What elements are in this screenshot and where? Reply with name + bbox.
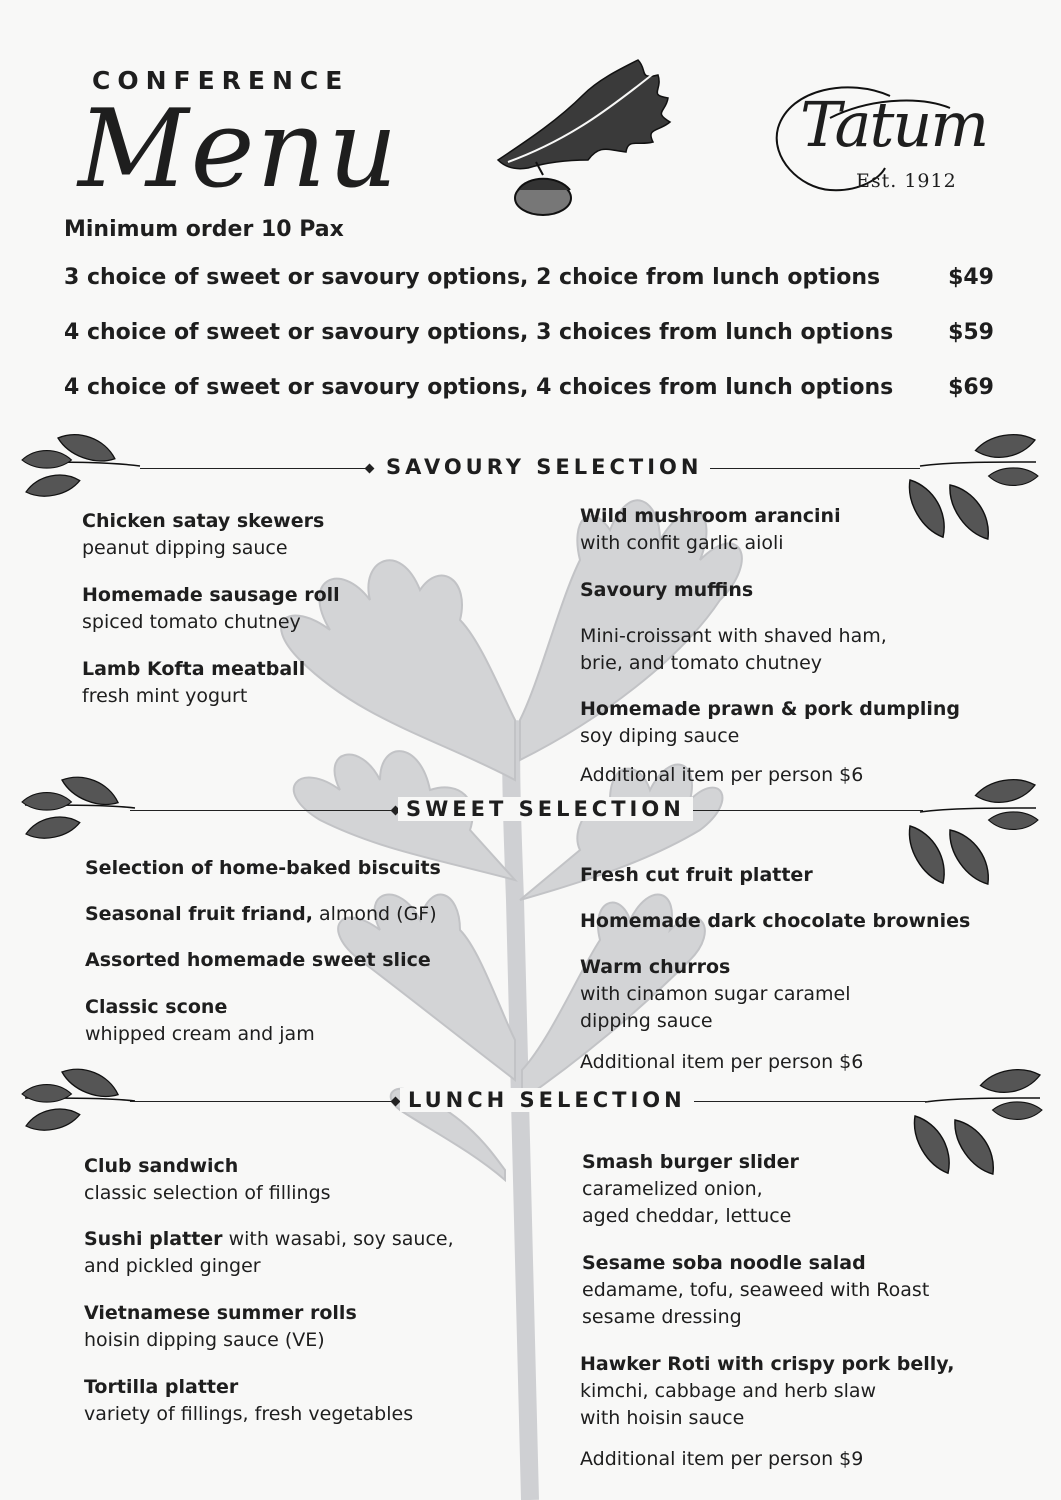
item-name: Club sandwich bbox=[84, 1155, 239, 1177]
menu-item bbox=[84, 1226, 454, 1280]
menu-item bbox=[580, 908, 970, 935]
logo-est: Est. 1912 bbox=[856, 170, 957, 192]
menu-item bbox=[85, 855, 441, 882]
item-name: Chicken satay skewers bbox=[82, 510, 325, 532]
item-desc: caramelized onion, bbox=[582, 1178, 763, 1200]
menu-script-title: Menu bbox=[78, 87, 400, 212]
menu-item bbox=[84, 1374, 413, 1428]
item-desc: with cinamon sugar caramel bbox=[580, 983, 851, 1005]
item-desc: whipped cream and jam bbox=[85, 1023, 315, 1045]
menu-item bbox=[84, 1300, 357, 1354]
menu-eyebrow: CONFERENCE bbox=[92, 66, 350, 95]
item-name: Assorted homemade sweet slice bbox=[85, 949, 431, 971]
menu-item bbox=[582, 1250, 929, 1331]
menu-item bbox=[84, 1153, 331, 1207]
item-desc: spiced tomato chutney bbox=[82, 611, 301, 633]
item-desc: soy diping sauce bbox=[580, 725, 740, 747]
item-name: Seasonal fruit friand, bbox=[85, 903, 313, 925]
package-text: 3 choice of sweet or savoury options, 2 choice from lunch options bbox=[64, 265, 881, 290]
item-desc: with hoisin sauce bbox=[580, 1407, 745, 1429]
item-name: Fresh cut fruit platter bbox=[580, 864, 813, 886]
package-option bbox=[64, 320, 994, 345]
package-price: $59 bbox=[948, 320, 994, 345]
item-name: Lamb Kofta meatball bbox=[82, 658, 306, 680]
item-name: Hawker Roti with crispy pork belly, bbox=[580, 1353, 955, 1375]
item-name: Warm churros bbox=[580, 956, 731, 978]
package-price: $69 bbox=[948, 375, 994, 400]
item-desc: kimchi, cabbage and herb slaw bbox=[580, 1380, 877, 1402]
menu-item bbox=[580, 1351, 954, 1432]
tatum-logo bbox=[770, 78, 1000, 208]
item-desc: and pickled ginger bbox=[84, 1255, 261, 1277]
sweet-section-title: SWEET SELECTION bbox=[398, 797, 693, 821]
logo-wordmark: Tatum bbox=[800, 88, 988, 161]
package-price: $49 bbox=[948, 265, 994, 290]
item-desc: aged cheddar, lettuce bbox=[582, 1205, 792, 1227]
item-desc: hoisin dipping sauce (VE) bbox=[84, 1329, 325, 1351]
item-name: Selection of home-baked biscuits bbox=[85, 857, 441, 879]
item-name: Homemade dark chocolate brownies bbox=[580, 910, 971, 932]
item-desc: Mini-croissant with shaved ham, bbox=[580, 625, 887, 647]
item-name: Tortilla platter bbox=[84, 1376, 239, 1398]
item-name: Classic scone bbox=[85, 996, 228, 1018]
package-text: 4 choice of sweet or savoury options, 3 choices from lunch options bbox=[64, 320, 894, 345]
menu-item bbox=[580, 696, 960, 750]
additional-item-note: Additional item per person $9 bbox=[580, 1448, 864, 1470]
item-desc: brie, and tomato chutney bbox=[580, 652, 822, 674]
item-desc: edamame, tofu, seaweed with Roast bbox=[582, 1279, 930, 1301]
item-desc: sesame dressing bbox=[582, 1306, 742, 1328]
additional-item-note: Additional item per person $6 bbox=[580, 1051, 864, 1073]
menu-item bbox=[85, 994, 315, 1048]
menu-item bbox=[580, 623, 887, 677]
item-name: Smash burger slider bbox=[582, 1151, 799, 1173]
item-desc: with wasabi, soy sauce, bbox=[222, 1228, 454, 1250]
menu-item bbox=[580, 503, 841, 557]
menu-item bbox=[580, 862, 813, 889]
package-option bbox=[64, 375, 994, 400]
menu-item bbox=[580, 577, 753, 604]
item-name: Savoury muffins bbox=[580, 579, 754, 601]
item-name: Homemade sausage roll bbox=[82, 584, 340, 606]
item-name: Sushi platter bbox=[84, 1228, 223, 1250]
item-desc: peanut dipping sauce bbox=[82, 537, 288, 559]
item-name: Homemade prawn & pork dumpling bbox=[580, 698, 960, 720]
item-desc: dipping sauce bbox=[580, 1010, 713, 1032]
menu-item bbox=[85, 901, 437, 928]
menu-item bbox=[82, 656, 305, 710]
lunch-section-title: LUNCH SELECTION bbox=[400, 1088, 694, 1112]
menu-item bbox=[580, 954, 851, 1035]
minimum-order: Minimum order 10 Pax bbox=[64, 217, 344, 242]
menu-item bbox=[82, 508, 324, 562]
item-name: Vietnamese summer rolls bbox=[84, 1302, 357, 1324]
item-name: Sesame soba noodle salad bbox=[582, 1252, 866, 1274]
menu-item bbox=[82, 582, 340, 636]
item-desc: fresh mint yogurt bbox=[82, 685, 248, 707]
package-text: 4 choice of sweet or savoury options, 4 choices from lunch options bbox=[64, 375, 894, 400]
menu-item bbox=[85, 947, 431, 974]
package-option bbox=[64, 265, 994, 290]
savoury-section-title: SAVOURY SELECTION bbox=[378, 455, 710, 479]
additional-item-note: Additional item per person $6 bbox=[580, 764, 864, 786]
menu-item bbox=[582, 1149, 799, 1230]
item-desc: classic selection of fillings bbox=[84, 1182, 331, 1204]
item-name: Wild mushroom arancini bbox=[580, 505, 841, 527]
item-desc: variety of fillings, fresh vegetables bbox=[84, 1403, 414, 1425]
item-desc: almond (GF) bbox=[312, 903, 437, 925]
oak-leaf-acorn-icon bbox=[488, 50, 708, 220]
item-desc: with confit garlic aioli bbox=[580, 532, 784, 554]
